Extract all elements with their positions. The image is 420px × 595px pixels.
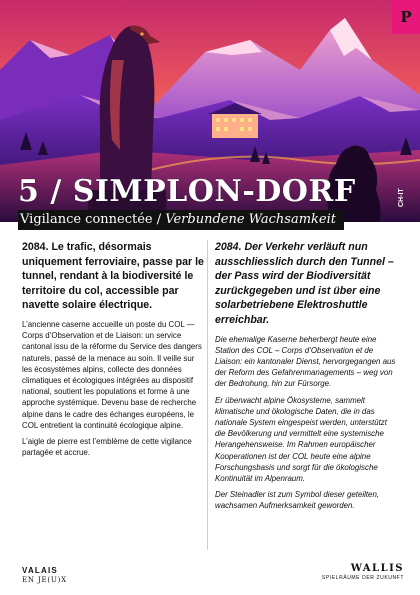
brand-wallis-sub: SPIELRÄUME DER ZUKUNFT — [321, 575, 404, 581]
french-paragraph: L’ancienne caserne accueille un poste du COL — Corps d’Observation et de Liaison: un service cantonal issu de la réforme du Service des dangers naturels, passé de la menace au soin. Il veille sur les écosystèmes alpins, collecte des données climatiques et écologiques intégrées au dispositif national, soutient les populations et forme à une approche systémique. Devenu base de recherche alpine dans le cadre des échanges européens, le COL entretient la continuité écologique alpine. — [22, 319, 202, 430]
brand-valais-sub: EN JE(U)X — [22, 576, 67, 584]
footer-brand-de — [322, 563, 404, 581]
footer-brand-fr — [22, 566, 67, 584]
german-lead: 2084. Der Verkehr verläuft nun ausschliesslich durch den Tunnel – der Pass wird der Biodiversität zurückgegeben und ist über eine solarbetriebene Elektroshuttle erreichbar. — [215, 241, 394, 326]
french-paragraph: L’aigle de pierre est l’emblème de cette vigilance partagée et accrue. — [22, 437, 192, 458]
section-tab-letter: P — [400, 8, 412, 26]
section-tab — [392, 0, 420, 34]
german-paragraph: Der Steinadler ist zum Symbol dieser geteilten, wachsamen Aufmerksamkeit geworden. — [215, 490, 380, 511]
subtitle-french: Vigilance connectée / — [20, 212, 162, 227]
title-block — [12, 172, 390, 230]
subtitle-german: Verbundene Wachsamkeit — [165, 212, 337, 227]
page-title: 5 / SIMPLON-DORF — [18, 174, 356, 209]
french-lead: 2084. Le trafic, désormais uniquement ferroviaire, passe par le tunnel, rendant à la biodiversité le territoire du col, accessible par navette solaire électrique. — [22, 241, 204, 312]
column-divider — [207, 240, 208, 550]
german-paragraph: Er überwacht alpine Ökosysteme, sammelt klimatische und ökologische Daten, die in das nationale System eingespeist werden, unterstützt die Bevölkerung und vermittelt eine systemische Herangehensweise. Im Rahmen europäischer Kooperationen ist der COL heute eine alpine Forschungsbasis und sorgt für die ökologische Kontinuität im Alpenraum. — [215, 395, 387, 483]
german-paragraph: Die ehemalige Kaserne beherbergt heute eine Station des COL – Corps d’Observation et de Liaison: ein kantonaler Dienst, hervorgegangen aus der Reform des Gefahrenmanagements – weg von der Bedrohung, hin zur Fürsorge. — [215, 334, 396, 389]
french-column — [22, 240, 206, 463]
brand-valais: VALAIS — [22, 566, 58, 575]
brand-wallis: WALLIS — [350, 563, 404, 574]
german-column — [215, 240, 399, 517]
subtitle-band — [18, 210, 344, 230]
region-tag: CH-IT — [398, 188, 405, 208]
